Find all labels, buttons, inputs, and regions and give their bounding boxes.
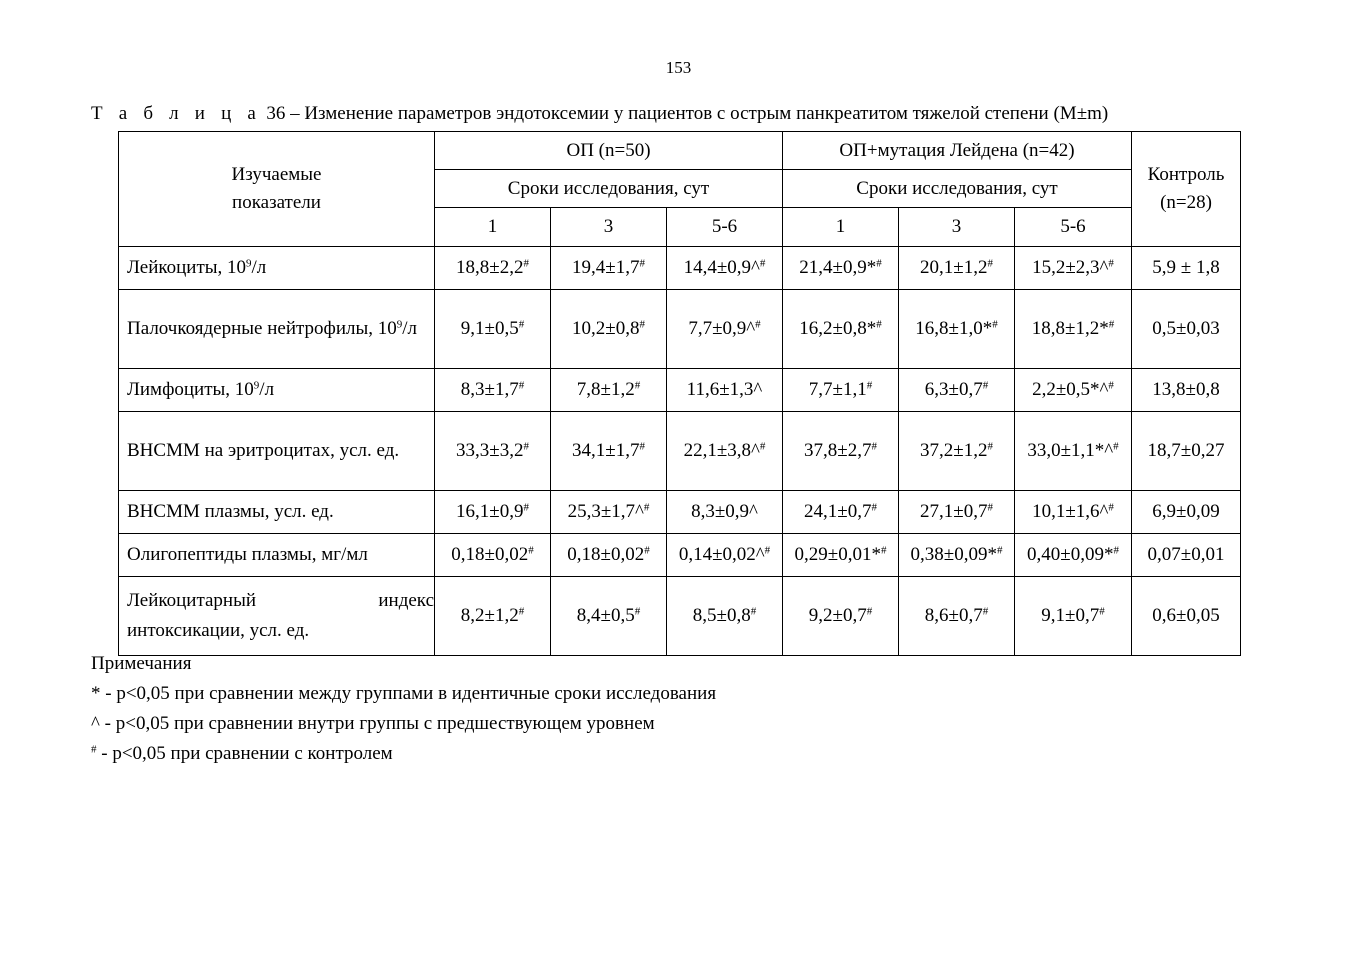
table-row (119, 491, 1241, 534)
significance-mark: # (992, 318, 998, 331)
significance-mark: # (987, 440, 993, 453)
significance-mark: # (1108, 257, 1114, 270)
significance-mark: # (987, 501, 993, 514)
value-text: 5,9 ± 1,8 (1152, 257, 1220, 278)
value-text: 9,1±0,7 (1041, 605, 1100, 626)
value-text: 22,1±3,8^ (683, 440, 760, 461)
value-cell (899, 491, 1015, 534)
value-cell (435, 491, 551, 534)
value-cell (667, 577, 783, 656)
significance-mark: # (634, 605, 641, 618)
value-cell (899, 369, 1015, 412)
value-cell (551, 412, 667, 491)
value-cell (551, 577, 667, 656)
value-text: 16,8±1,0* (915, 318, 993, 339)
value-cell (667, 491, 783, 534)
value-cell (783, 247, 899, 290)
value-text: 37,8±2,7 (804, 440, 872, 461)
value-text: 0,38±0,09* (910, 544, 997, 565)
significance-mark: # (871, 501, 877, 514)
value-cell (783, 412, 899, 491)
value-cell (435, 369, 551, 412)
value-text: 33,0±1,1*^ (1027, 440, 1114, 461)
param-label-exponent: 9 (253, 379, 260, 392)
param-label-cell (119, 290, 435, 369)
value-text: 11,6±1,3^ (686, 379, 763, 400)
significance-mark: # (518, 318, 525, 331)
param-label-cell (119, 577, 435, 656)
table-caption (91, 103, 1108, 125)
value-cell (1015, 577, 1132, 656)
value-text: 16,1±0,9 (456, 501, 524, 522)
param-label-cell (119, 247, 435, 290)
value-cell (1132, 577, 1241, 656)
value-text: 21,4±0,9* (799, 257, 877, 278)
table-row (119, 412, 1241, 491)
value-cell (667, 290, 783, 369)
param-header-cell (119, 132, 435, 247)
table-row (119, 247, 1241, 290)
value-cell (899, 534, 1015, 577)
notes-title: Примечания (91, 653, 192, 674)
table-row (119, 369, 1241, 412)
value-text: 37,2±1,2 (920, 440, 988, 461)
table-row (119, 290, 1241, 369)
value-cell (1132, 247, 1241, 290)
day-header: 5-6 (667, 208, 783, 247)
significance-mark: # (876, 257, 882, 270)
value-cell (899, 290, 1015, 369)
control-header-line1: Контроль (1147, 164, 1225, 185)
value-cell (667, 412, 783, 491)
note-vs-control-text: - р<0,05 при сравнении с контролем (96, 743, 393, 764)
value-text: 0,18±0,02 (567, 544, 645, 565)
param-label-cell (119, 369, 435, 412)
value-cell (435, 577, 551, 656)
value-cell (551, 247, 667, 290)
value-cell (783, 369, 899, 412)
param-label-cell (119, 534, 435, 577)
param-label: Лейкоциты, 10 (127, 257, 247, 278)
value-cell (551, 290, 667, 369)
value-cell (1132, 369, 1241, 412)
value-text: 18,7±0,27 (1147, 440, 1225, 461)
value-cell (1132, 534, 1241, 577)
significance-mark: # (866, 379, 873, 392)
value-text: 18,8±1,2* (1031, 318, 1109, 339)
significance-mark: # (1099, 605, 1105, 618)
param-label: ВНСММ на эритроцитах, усл. ед. (127, 440, 400, 461)
significance-mark: # (759, 257, 766, 270)
significance-mark: # (1108, 379, 1114, 392)
value-cell (899, 412, 1015, 491)
value-text: 9,1±0,5 (460, 318, 519, 339)
page-number: 153 (665, 58, 692, 77)
significance-mark: # (1108, 501, 1114, 514)
note-vs-control (91, 739, 716, 769)
value-text: 7,7±0,9^ (688, 318, 756, 339)
value-cell (435, 247, 551, 290)
value-text: 8,2±1,2 (460, 605, 519, 626)
group-leiden-header: ОП+мутация Лейдена (n=42) (783, 132, 1132, 170)
caption-text: 36 – Изменение параметров эндотоксемии у пациентов с острым панкреатитом тяжелой степени (M±m) (261, 103, 1109, 124)
day-header: 1 (783, 208, 899, 247)
value-cell (551, 369, 667, 412)
note-within-group: ^ - р<0,05 при сравнении внутри группы с предшествующем уровнем (91, 713, 655, 734)
value-cell (667, 534, 783, 577)
value-text: 8,3±0,9^ (691, 501, 758, 522)
value-text: 8,5±0,8 (692, 605, 751, 626)
param-label-cell (119, 412, 435, 491)
significance-mark: # (523, 440, 529, 453)
significance-mark: # (1113, 544, 1119, 557)
value-cell (1015, 290, 1132, 369)
table-row (119, 577, 1241, 656)
control-header-cell (1132, 132, 1241, 247)
value-text: 18,8±2,2 (456, 257, 524, 278)
value-cell (1015, 369, 1132, 412)
value-cell (1015, 534, 1132, 577)
significance-mark: # (876, 318, 882, 331)
param-label-exponent: 9 (246, 257, 252, 270)
value-text: 0,18±0,02 (451, 544, 529, 565)
significance-mark: # (982, 605, 989, 618)
significance-mark: # (987, 257, 993, 270)
significance-mark: # (639, 440, 645, 453)
value-text: 14,4±0,9^ (683, 257, 760, 278)
param-label: ВНСММ плазмы, усл. ед. (127, 501, 334, 522)
value-cell (551, 534, 667, 577)
value-text: 15,2±2,3^ (1032, 257, 1109, 278)
value-text: 8,4±0,5 (576, 605, 635, 626)
significance-mark: # (1108, 318, 1115, 331)
value-text: 2,2±0,5*^ (1032, 379, 1109, 400)
value-text: 0,6±0,05 (1152, 605, 1220, 626)
value-cell (1015, 412, 1132, 491)
significance-mark: # (764, 544, 771, 557)
significance-mark: # (759, 440, 766, 453)
header-row-groups (119, 132, 1241, 170)
param-label-exponent: 9 (396, 318, 403, 331)
value-cell (1132, 412, 1241, 491)
value-text: 27,1±0,7 (920, 501, 988, 522)
param-header-line1: Изучаемые (231, 164, 322, 185)
value-text: 0,29±0,01* (794, 544, 881, 565)
value-cell (1015, 491, 1132, 534)
significance-mark: # (1113, 440, 1119, 453)
value-cell (667, 247, 783, 290)
significance-mark: # (750, 605, 757, 618)
value-cell (783, 577, 899, 656)
note-between-groups: * - р<0,05 при сравнении между группами в идентичные сроки исследования (91, 683, 717, 704)
significance-mark: # (639, 318, 645, 331)
significance-mark: # (634, 379, 641, 392)
param-label-unit: /л (251, 257, 267, 278)
value-text: 24,1±0,7 (804, 501, 872, 522)
value-text: 33,3±3,2 (456, 440, 524, 461)
significance-mark: # (996, 544, 1003, 557)
value-text: 10,1±1,6^ (1032, 501, 1109, 522)
param-label: Лейкоцитарный индекс интоксикации, усл. ед. (127, 590, 434, 641)
terms-header-leiden: Сроки исследования, сут (783, 170, 1132, 208)
value-text: 25,3±1,7^ (567, 501, 644, 522)
value-text: 8,3±1,7 (460, 379, 519, 400)
value-cell (783, 290, 899, 369)
value-cell (435, 534, 551, 577)
significance-mark: # (643, 501, 650, 514)
value-text: 6,3±0,7 (924, 379, 983, 400)
value-text: 0,14±0,02^ (678, 544, 765, 565)
endotoxemia-table (118, 131, 1241, 656)
significance-mark: # (523, 257, 529, 270)
value-cell (1015, 247, 1132, 290)
significance-mark: # (523, 501, 529, 514)
value-cell (435, 412, 551, 491)
significance-mark: # (528, 544, 534, 557)
value-cell (783, 491, 899, 534)
value-text: 8,6±0,7 (924, 605, 983, 626)
value-cell (899, 247, 1015, 290)
param-label-unit: /л (259, 379, 275, 400)
significance-mark: # (639, 257, 645, 270)
day-header: 3 (899, 208, 1015, 247)
value-text: 10,2±0,8 (572, 318, 640, 339)
significance-mark: # (866, 605, 873, 618)
value-text: 16,2±0,8* (799, 318, 877, 339)
significance-mark: # (518, 379, 525, 392)
param-label-cell (119, 491, 435, 534)
significance-mark: # (871, 440, 877, 453)
significance-mark: # (518, 605, 525, 618)
value-text: 6,9±0,09 (1152, 501, 1220, 522)
notes-block (91, 649, 716, 769)
value-text: 0,40±0,09* (1027, 544, 1114, 565)
value-cell (435, 290, 551, 369)
value-text: 0,5±0,03 (1152, 318, 1220, 339)
value-cell (899, 577, 1015, 656)
terms-header-op: Сроки исследования, сут (435, 170, 783, 208)
day-header: 5-6 (1015, 208, 1132, 247)
param-header-line2: показатели (232, 192, 321, 213)
value-text: 7,8±1,2 (576, 379, 635, 400)
param-label: Лимфоциты, 10 (127, 379, 254, 400)
value-cell (667, 369, 783, 412)
value-text: 20,1±1,2 (920, 257, 988, 278)
control-header-line2: (n=28) (1160, 192, 1212, 213)
param-label-unit: /л (402, 318, 418, 339)
significance-mark: # (880, 544, 887, 557)
group-op-header: ОП (n=50) (435, 132, 783, 170)
param-label: Палочкоядерные нейтрофилы, 10 (127, 318, 397, 339)
value-text: 7,7±1,1 (808, 379, 867, 400)
table-body (119, 247, 1241, 656)
value-cell (1132, 290, 1241, 369)
value-text: 9,2±0,7 (808, 605, 867, 626)
value-text: 13,8±0,8 (1152, 379, 1220, 400)
param-label: Олигопептиды плазмы, мг/мл (127, 544, 368, 565)
significance-mark: # (982, 379, 989, 392)
day-header: 1 (435, 208, 551, 247)
significance-mark: # (755, 318, 761, 331)
value-text: 34,1±1,7 (572, 440, 640, 461)
table-row (119, 534, 1241, 577)
value-text: 19,4±1,7 (572, 257, 640, 278)
caption-prefix: Т а б л и ц а (91, 103, 262, 124)
value-cell (1132, 491, 1241, 534)
note-hash-mark: # (91, 743, 97, 756)
value-text: 0,07±0,01 (1147, 544, 1225, 565)
significance-mark: # (644, 544, 650, 557)
day-header: 3 (551, 208, 667, 247)
value-cell (783, 534, 899, 577)
value-cell (551, 491, 667, 534)
